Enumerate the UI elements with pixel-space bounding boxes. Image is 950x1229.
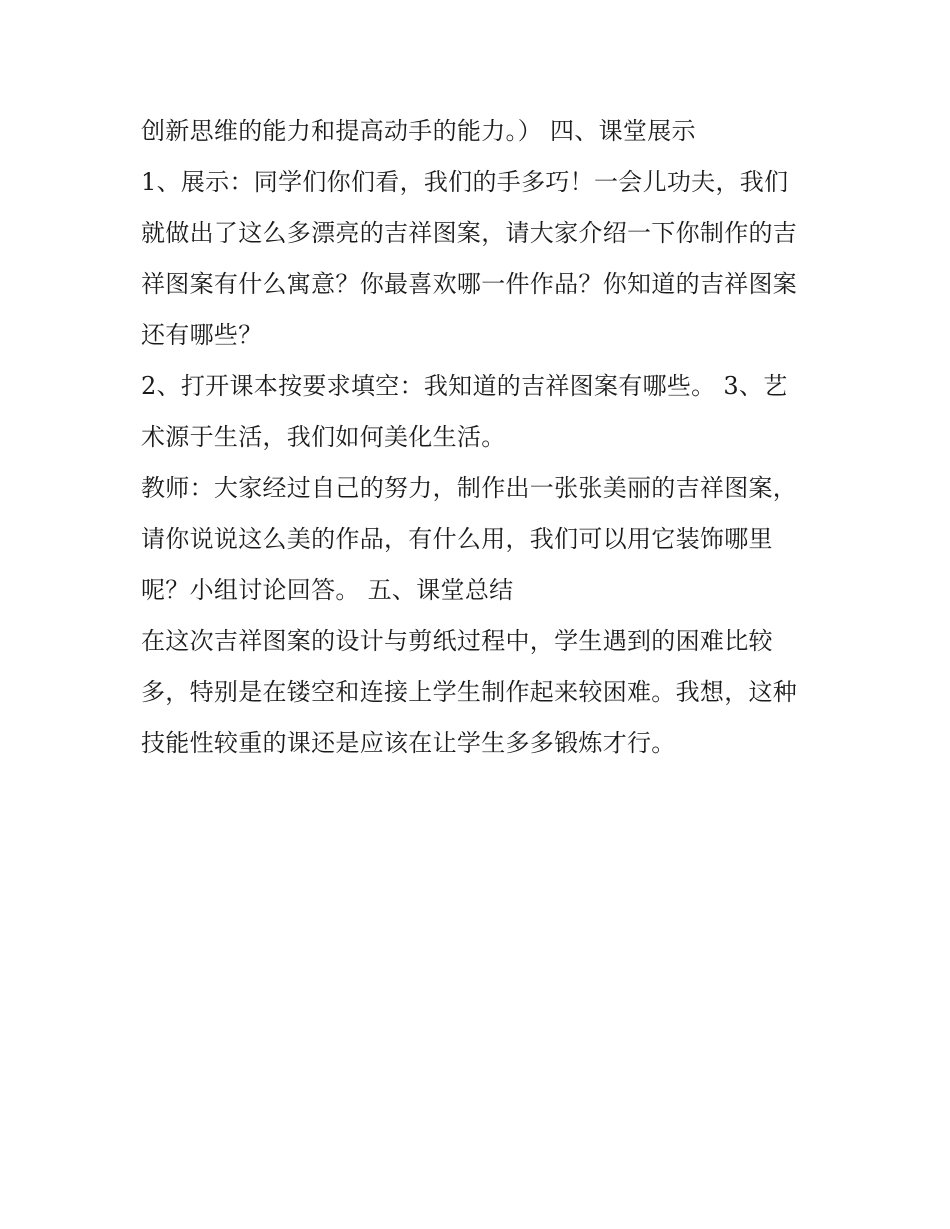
text-line: 术源于生活，我们如何美化生活。 <box>141 423 506 451</box>
text-line: 就做出了这么多漂亮的吉祥图案，请大家介绍一下你制作的吉 <box>141 219 798 247</box>
text-line: 2、打开课本按要求填空：我知道的吉祥图案有哪些。 3、艺 <box>141 372 788 400</box>
text-line: 还有哪些？ <box>141 321 263 349</box>
text-line: 技能性较重的课还是应该在让学生多多锻炼才行。 <box>141 729 676 757</box>
text-line: 请你说说这么美的作品，有什么用，我们可以用它装饰哪里 <box>141 525 773 553</box>
text-line: 呢？小组讨论回答。 五、课堂总结 <box>141 576 514 604</box>
text-line: 祥图案有什么寓意？你最喜欢哪一件作品？你知道的吉祥图案 <box>141 270 798 298</box>
document-body <box>141 106 821 769</box>
text-line: 教师：大家经过自己的努力，制作出一张张美丽的吉祥图案， <box>141 474 798 502</box>
text-line: 创新思维的能力和提高动手的能力。） 四、课堂展示 <box>141 117 696 145</box>
text-line: 多，特别是在镂空和连接上学生制作起来较困难。我想，这种 <box>141 678 798 706</box>
text-line: 1、展示：同学们你们看，我们的手多巧！一会儿功夫，我们 <box>141 168 789 196</box>
text-line: 在这次吉祥图案的设计与剪纸过程中，学生遇到的困难比较 <box>141 627 773 655</box>
